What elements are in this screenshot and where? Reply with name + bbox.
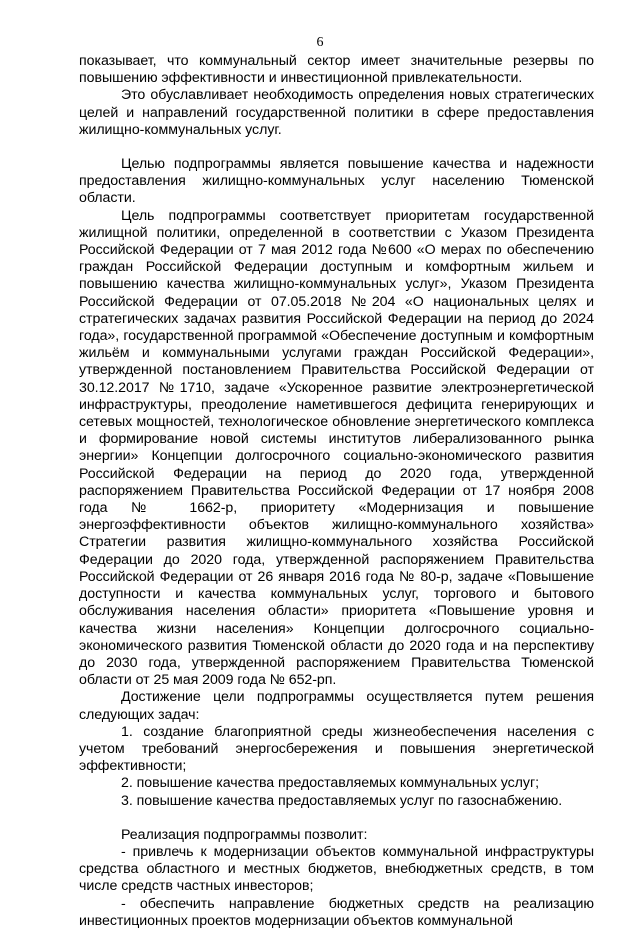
paragraph-necessity: Это обуславливает необходимость определения новых стратегических целей и направлений государственной политики в сфере предоставления жилищно-коммунальных услуг. — [79, 87, 594, 138]
implementation-item-2: - обеспечить направление бюджетных средств на реализацию инвестиционных проектов модернизации объектов коммунальной — [79, 895, 594, 929]
paragraph-goal: Целью подпрограммы является повышение качества и надежности предоставления жилищно-коммунальных услуг населению Тюменской области. — [79, 156, 594, 207]
document-body — [79, 53, 594, 930]
implementation-item-1: - привлечь к модернизации объектов коммунальной инфраструктуры средства областного и местных бюджетов, внебюджетных средств, в том числе средств частных инвесторов; — [79, 843, 594, 895]
page-number: 6 — [316, 35, 324, 50]
paragraph-reserves: показывает, что коммунальный сектор имеет значительные резервы по повышению эффективности и инвестиционной привлекательности. — [79, 53, 594, 87]
paragraph-implementation: Реализация подпрограммы позволит: — [121, 826, 368, 843]
paragraph-tasks-intro: Достижение цели подпрограммы осуществляется путем решения следующих задач: — [79, 689, 594, 723]
paragraph-priorities: Цель подпрограммы соответствует приоритетам государственной жилищной политики, определенной в соответствии с Указом Президента Российской Федерации от 7 мая 2012 года №600 «О мерах по обеспечению граждан Российской Федерации доступным и комфортным жильем и повышению качества жилищно-коммунальных услуг», Указом Президента Российской Федерации от 07.05.2018 №204 «О национальных целях и стратегических задачах развития Российской Федерации на период до 2024 года», государственной программой «Обеспечение доступным и комфортным жильём и коммунальными услугами граждан Российской Федерации», утвержденной постановлением Правительства Российской Федерации от 30.12.2017 №1710, задаче «Ускоренное развитие электроэнергетической инфраструктуры, преодоление наметившегося дефицита генерирующих и сетевых мощностей, технологическое обновление энергетического комплекса и формирование новой системы институтов либерализованного рынка энергии» Концепции долгосрочного социально-экономического развития Российской Федерации на период до 2020 года, утвержденной распоряжением Правительства Российской Федерации от 17 ноября 2008 года № 1662-р, приоритету «Модернизация и повышение энергоэффективности объектов жилищно-коммунального хозяйства» Стратегии развития жилищно-коммунального хозяйства Российской Федерации до 2020 года, утвержденной распоряжением Правительства Российской Федерации от 26 января 2016 года № 80-р, задаче «Повышение доступности и качества коммунальных услуг, торгового и бытового обслуживания населения области» приоритета «Повышение уровня и качества жизни населения» Концепции долгосрочного социально-экономического развития Тюменской области до 2020 года и на перспективу до 2030 года, утвержденной распоряжением Правительства Тюменской области от 25 мая 2009 года № 652-рп. — [79, 207, 594, 689]
task-item-2: 2. повышение качества предоставляемых коммунальных услуг; — [121, 775, 539, 792]
task-item-1: 1. создание благоприятной среды жизнеобеспечения населения с учетом требований энергосбережения и повышения энергетической эффективности; — [79, 723, 594, 775]
task-item-3: 3. повышение качества предоставляемых услуг по газоснабжению. — [121, 792, 563, 809]
